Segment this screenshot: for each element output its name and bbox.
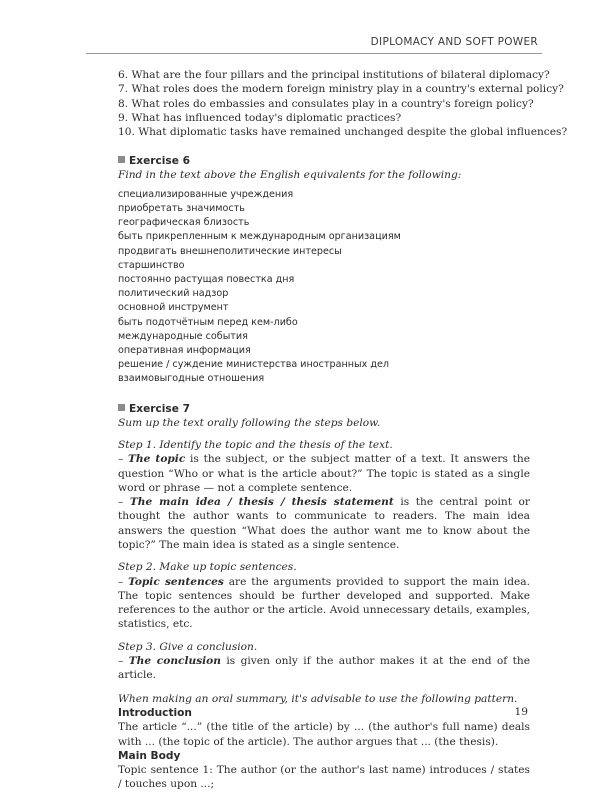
exercise-7-instruction: Sum up the text orally following the steps below.	[118, 416, 381, 429]
exercise-6-heading	[118, 154, 530, 168]
term-main-idea: The main idea / thesis / thesis statement	[129, 496, 394, 509]
conclusion-definition: – The conclusion is given only if the author makes it at the end of the article.	[118, 655, 531, 682]
russian-term: международные события	[118, 330, 248, 342]
topic-sentences-definition: – Topic sentences are the arguments provided to support the main idea. The topic sentences should be further developed and supported. Make references to the author or the article. Avoid unnecessary details, examples, statistics, etc.	[118, 575, 530, 631]
introduction-heading: Introduction	[118, 706, 192, 719]
page-content	[118, 68, 568, 792]
exercise-6-instruction: Find in the text above the English equivalents for the following:	[118, 169, 462, 182]
main-body-text: Topic sentence 1: The author (or the author's last name) introduces / states / touches upon ...;	[118, 764, 530, 791]
russian-term: быть прикрепленным к международным организациям	[118, 231, 401, 243]
term-conclusion: The conclusion	[128, 655, 221, 668]
russian-term: основной инструмент	[118, 302, 229, 314]
exercise-7-title: Exercise 7	[129, 402, 190, 415]
russian-term: оперативная информация	[118, 345, 251, 357]
russian-term: специализированные учреждения	[118, 188, 294, 200]
question-item: 9. What has influenced today's diplomatic practices?	[118, 111, 402, 124]
question-item: 10. What diplomatic tasks have remained unchanged despite the global influences?	[118, 126, 568, 139]
term-topic-sentences: Topic sentences	[128, 575, 224, 588]
question-item: 8. What roles do embassies and consulates play in a country's foreign policy?	[118, 97, 534, 110]
main-idea-definition: – The main idea / thesis / thesis statement is the central point or thought the author wants to communicate to readers. The main idea answers the question “What does the author want me to know about the topic?” The main idea is stated as a single sentence.	[118, 496, 530, 551]
square-bullet-icon	[118, 404, 125, 411]
term-topic: The topic	[128, 453, 186, 466]
exercise-6-title: Exercise 6	[129, 155, 190, 168]
step-1-title: Step 1. Identify the topic and the thesis of the text.	[118, 438, 393, 451]
question-list	[118, 68, 568, 139]
page-number: 19	[514, 706, 528, 718]
square-bullet-icon	[118, 156, 125, 163]
running-title: DIPLOMACY AND SOFT POWER	[370, 36, 538, 48]
russian-term: быть подотчётным перед кем-либо	[118, 316, 298, 328]
question-item: 7. What roles does the modern foreign ministry play in a country's external policy?	[118, 83, 564, 96]
exercise-7-heading	[118, 402, 530, 416]
pattern-intro: When making an oral summary, it's advisable to use the following pattern.	[118, 692, 518, 705]
introduction-text: The article “...” (the title of the article) by ... (the author's full name) deals with ... (the topic of the article). The author argues that ... (the thesis).	[118, 721, 530, 748]
russian-term: географическая близость	[118, 217, 250, 229]
topic-definition: – The topic is the subject, or the subject matter of a text. It answers the question “Who or what is the article about?” The topic is stated as a single word or phrase — not a complete sentence.	[118, 453, 530, 494]
russian-term: политический надзор	[118, 288, 229, 300]
question-item: 6. What are the four pillars and the principal institutions of bilateral diplomacy?	[118, 69, 550, 81]
russian-term-list	[118, 188, 530, 387]
russian-term: решение / суждение министерства иностранных дел	[118, 359, 390, 371]
russian-term: старшинство	[118, 259, 185, 271]
russian-term: продвигать внешнеполитические интересы	[118, 245, 342, 257]
running-header	[86, 36, 542, 54]
main-body-heading: Main Body	[118, 749, 181, 762]
russian-term: постоянно растущая повестка дня	[118, 274, 295, 285]
step-2-title: Step 2. Make up topic sentences.	[118, 561, 297, 574]
russian-term: взаимовыгодные отношения	[118, 373, 265, 385]
step-3-title: Step 3. Give a conclusion.	[118, 640, 258, 653]
russian-term: приобретать значимость	[118, 202, 245, 214]
